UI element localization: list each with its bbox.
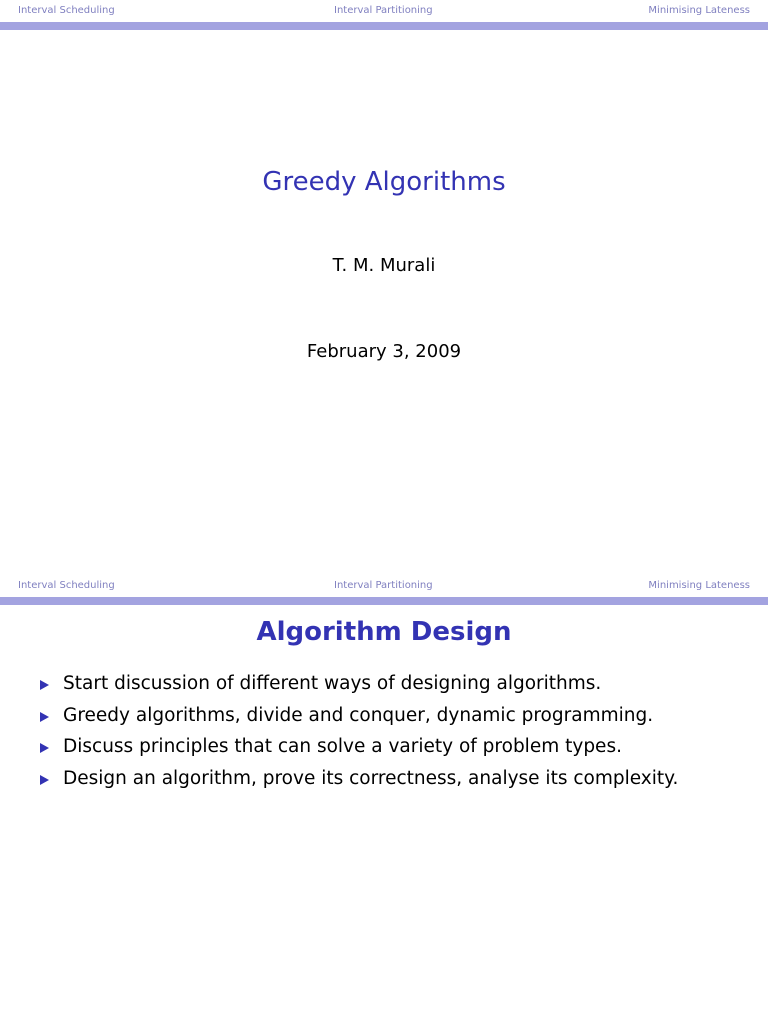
nav-link-interval-scheduling[interactable]: Interval Scheduling <box>18 580 115 591</box>
triangle-right-icon <box>40 712 49 722</box>
navigation-bar <box>0 597 768 605</box>
frame-title: Algorithm Design <box>256 617 512 647</box>
nav-link-interval-partitioning[interactable]: Interval Partitioning <box>334 5 433 16</box>
navigation-bar <box>0 22 768 30</box>
triangle-right-icon <box>40 680 49 690</box>
presentation-title: Greedy Algorithms <box>262 167 506 197</box>
bullet-text: Greedy algorithms, divide and conquer, dynamic programming. <box>63 704 654 726</box>
section-navigation <box>0 0 768 24</box>
bullet-text: Start discussion of different ways of designing algorithms. <box>63 673 602 694</box>
nav-link-interval-partitioning[interactable]: Interval Partitioning <box>334 580 433 591</box>
nav-link-interval-scheduling[interactable]: Interval Scheduling <box>18 5 115 16</box>
triangle-right-icon <box>40 775 49 785</box>
section-navigation <box>0 575 768 599</box>
nav-link-minimising-lateness[interactable]: Minimising Lateness <box>648 580 750 591</box>
triangle-right-icon <box>40 743 49 753</box>
presentation-date: February 3, 2009 <box>306 341 462 362</box>
algorithm-design-slide <box>0 575 768 1024</box>
nav-link-minimising-lateness[interactable]: Minimising Lateness <box>648 5 750 16</box>
bullet-text: Discuss principles that can solve a variety of problem types. <box>63 736 622 757</box>
bullet-text: Design an algorithm, prove its correctness, analyse its complexity. <box>63 767 679 789</box>
presentation-author: T. M. Murali <box>332 255 436 276</box>
